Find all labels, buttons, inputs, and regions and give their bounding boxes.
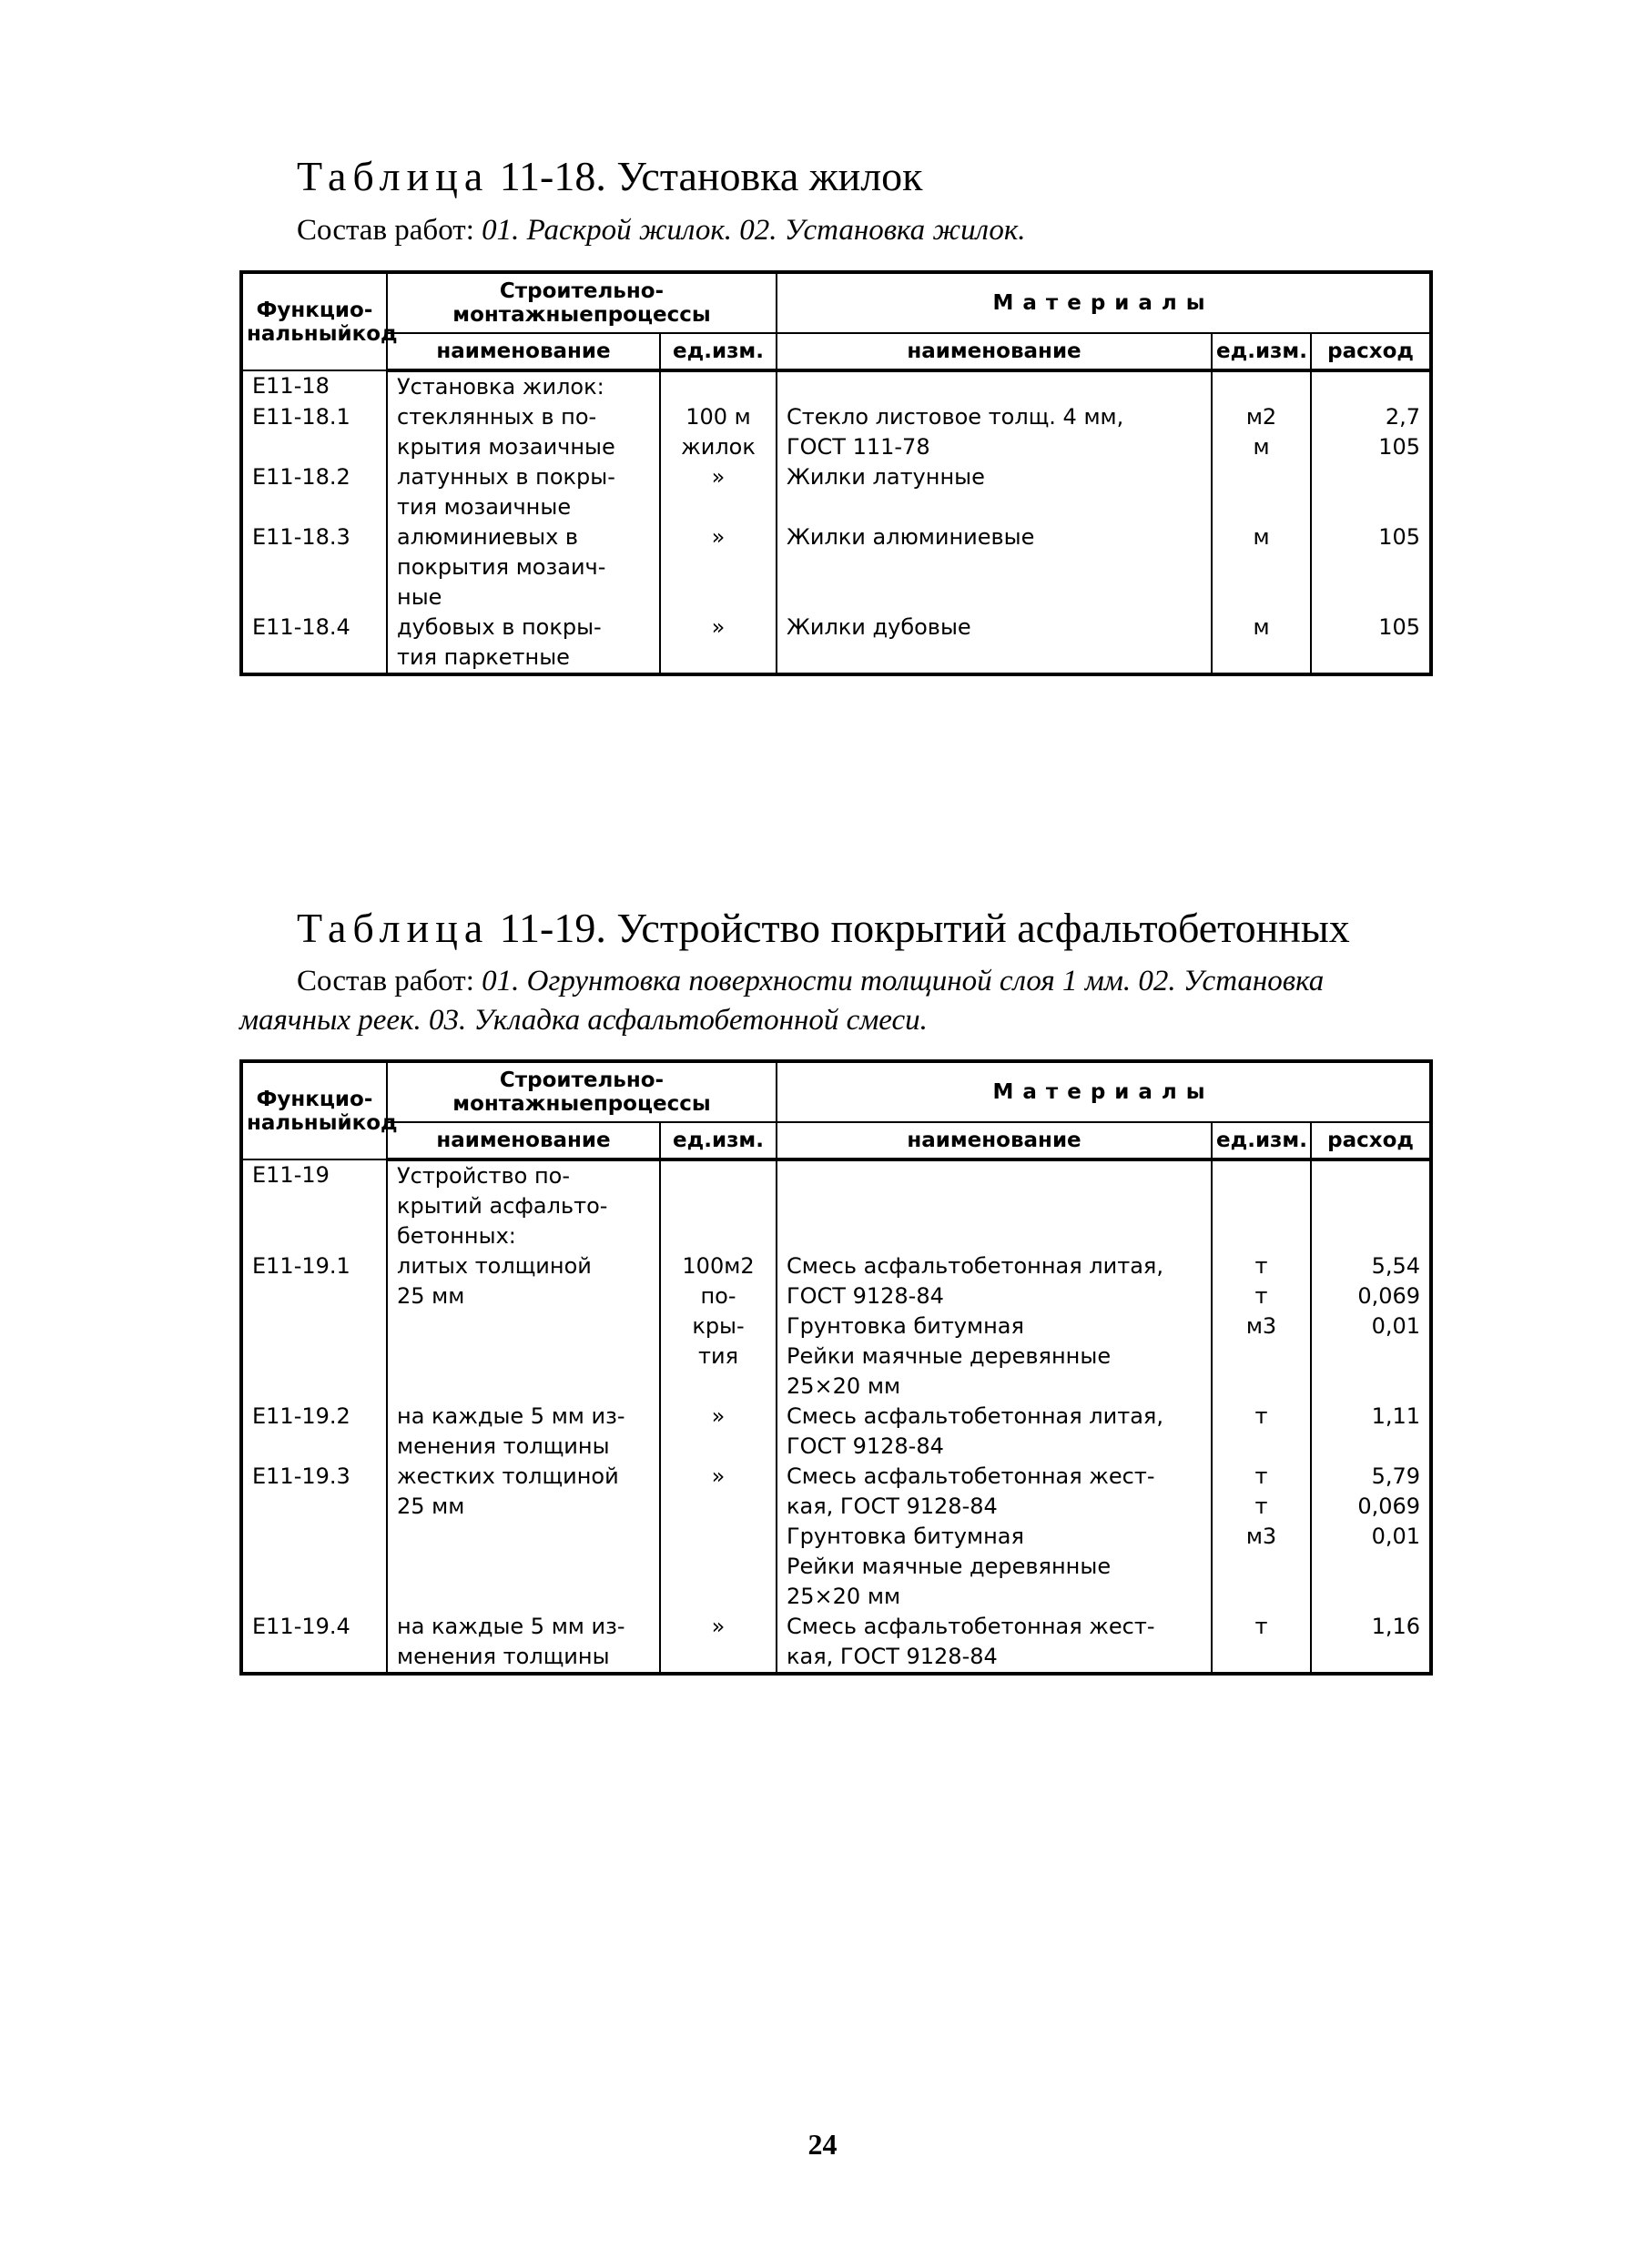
- cell-line: на каждые 5 мм из-: [397, 1614, 625, 1639]
- cell-line: Смесь асфальтобетонная жест-: [787, 1614, 1155, 1639]
- cell-line: Строительно-монтажные: [452, 279, 665, 327]
- cell-line: стеклянных в по-: [397, 404, 597, 430]
- cell-line: жестких толщиной: [397, 1463, 619, 1489]
- header-process-name: наименование: [387, 333, 660, 370]
- cell-line: Грунтовка битумная: [787, 1313, 1024, 1339]
- cell-line: кая, ГОСТ 9128-84: [787, 1644, 998, 1669]
- table-11-19-subtitle-line-1: [297, 960, 1324, 1002]
- header-code: [241, 1061, 398, 1159]
- cell-line: ед.: [673, 1129, 712, 1152]
- cell-line: 25×20 мм: [787, 1584, 901, 1609]
- cell-process-name: [387, 1612, 660, 1674]
- cell-process-name: [387, 1251, 660, 1402]
- cell-line: м: [1253, 614, 1270, 640]
- cell-line: м: [1253, 524, 1270, 550]
- header-processes: [387, 1061, 777, 1122]
- cell-line: тия: [698, 1343, 739, 1369]
- cell-material-unit: [1212, 462, 1311, 522]
- header-materials: Материалы: [777, 272, 1431, 333]
- header-material-rate: расход: [1311, 1122, 1431, 1159]
- cell-material-name: [777, 402, 1212, 462]
- cell-line: жилок: [681, 434, 756, 460]
- cell-material-rate: [1311, 613, 1431, 674]
- table-row: [241, 1402, 1431, 1462]
- cell-code: E11-18.4: [241, 613, 387, 674]
- cell-line: Рейки маячные деревянные: [787, 1554, 1112, 1579]
- header-process-name: наименование: [387, 1122, 660, 1159]
- cell-line: изм.: [1254, 1129, 1307, 1152]
- cell-process-unit: [660, 1251, 777, 1402]
- cell-line: 5,79: [1371, 1463, 1421, 1489]
- cell-line: »: [711, 524, 726, 550]
- cell-line: Смесь асфальтобетонная литая,: [787, 1253, 1163, 1279]
- cell-material-rate: [1311, 462, 1431, 522]
- header-process-unit: [660, 333, 777, 370]
- cell-code: E11-18.1: [241, 402, 387, 462]
- cell-process-unit: [660, 462, 777, 522]
- cell-material-name: [777, 1159, 1212, 1251]
- cell-code: E11-18.3: [241, 522, 387, 613]
- cell-line: менения толщины: [397, 1433, 610, 1459]
- cell-line: ед.: [673, 339, 712, 363]
- header-material-unit: [1212, 1122, 1311, 1159]
- cell-code: E11-19.4: [241, 1612, 387, 1674]
- cell-line: 0,01: [1371, 1524, 1421, 1549]
- cell-line: Устройство по-: [397, 1163, 570, 1189]
- cell-line: 105: [1378, 524, 1421, 550]
- cell-line: 25 мм: [397, 1493, 465, 1519]
- cell-line: Смесь асфальтобетонная литая,: [787, 1403, 1163, 1429]
- cell-line: 5,54: [1371, 1253, 1421, 1279]
- subtitle-text: 01. Огрунтовка поверхности толщиной слоя 1 мм. 02. Установка: [482, 965, 1325, 997]
- table-row: [241, 1612, 1431, 1674]
- cell-line: Жилки дубовые: [787, 614, 971, 640]
- table-caption-prefix: Таблица: [297, 153, 490, 199]
- cell-line: изм.: [711, 1129, 764, 1152]
- cell-material-name: [777, 522, 1212, 613]
- subtitle-label: Состав работ:: [297, 965, 474, 997]
- cell-line: 0,069: [1357, 1283, 1421, 1309]
- cell-line: Смесь асфальтобетонная жест-: [787, 1463, 1155, 1489]
- cell-process-name: [387, 462, 660, 522]
- cell-line: м: [1253, 434, 1270, 460]
- cell-process-unit: [660, 1402, 777, 1462]
- page-number: 24: [807, 2128, 838, 2161]
- cell-line: покрытия мозаич-: [397, 554, 606, 580]
- header-row: [241, 272, 1431, 333]
- cell-line: »: [711, 1403, 726, 1429]
- table-caption-title: Устройство покрытий асфальтобетонных: [616, 905, 1350, 951]
- cell-line: кры-: [692, 1313, 745, 1339]
- cell-material-name: [777, 1612, 1212, 1674]
- cell-line: Жилки алюминиевые: [787, 524, 1035, 550]
- cell-line: процессы: [593, 1092, 711, 1116]
- cell-line: Грунтовка битумная: [787, 1524, 1024, 1549]
- cell-process-unit: [660, 1159, 777, 1251]
- header-material-name: наименование: [777, 333, 1212, 370]
- subtitle-text: маячных реек. 03. Укладка асфальтобетонной смеси.: [239, 1004, 928, 1037]
- header-materials: Материалы: [777, 1061, 1431, 1122]
- cell-line: Строительно-монтажные: [452, 1068, 665, 1116]
- cell-line: Рейки маячные деревянные: [787, 1343, 1112, 1369]
- cell-line: дубовых в покры-: [397, 614, 602, 640]
- cell-material-name: [777, 1462, 1212, 1612]
- cell-process-unit: [660, 370, 777, 402]
- cell-line: литых толщиной: [397, 1253, 592, 1279]
- cell-line: нальный: [247, 321, 352, 346]
- cell-line: крытия мозаичные: [397, 434, 615, 460]
- cell-material-unit: [1212, 1402, 1311, 1462]
- cell-line: ные: [397, 584, 442, 610]
- cell-line: »: [711, 614, 726, 640]
- cell-line: т: [1254, 1493, 1268, 1519]
- cell-material-rate: [1311, 1462, 1431, 1612]
- cell-material-unit: [1212, 1612, 1311, 1674]
- table-caption-number: 11-19.: [499, 905, 606, 951]
- header-material-name: наименование: [777, 1122, 1212, 1159]
- header-material-rate: расход: [1311, 333, 1431, 370]
- cell-line: тия мозаичные: [397, 494, 572, 520]
- cell-line: т: [1254, 1463, 1268, 1489]
- cell-process-name: [387, 1402, 660, 1462]
- cell-line: 1,11: [1371, 1403, 1421, 1429]
- cell-process-unit: [660, 402, 777, 462]
- cell-line: 100м2: [682, 1253, 755, 1279]
- cell-line: т: [1254, 1403, 1268, 1429]
- cell-material-name: [777, 370, 1212, 402]
- cell-line: ГОСТ 9128-84: [787, 1283, 944, 1309]
- cell-code: E11-19.3: [241, 1462, 387, 1612]
- cell-line: алюминиевых в: [397, 524, 579, 550]
- cell-line: код: [351, 1110, 398, 1135]
- header-process-unit: [660, 1122, 777, 1159]
- cell-line: »: [711, 464, 726, 490]
- header-processes: [387, 272, 777, 333]
- cell-process-name: [387, 613, 660, 674]
- table-caption-number: 11-18.: [499, 153, 606, 199]
- cell-line: 0,069: [1357, 1493, 1421, 1519]
- cell-process-unit: [660, 1612, 777, 1674]
- header-material-unit: [1212, 333, 1311, 370]
- cell-line: м3: [1245, 1313, 1277, 1339]
- cell-line: 2,7: [1385, 404, 1421, 430]
- cell-line: Функцио-: [256, 1087, 373, 1111]
- cell-process-name: [387, 522, 660, 613]
- table-11-19-subtitle-line-2: [239, 999, 928, 1041]
- header-code: [241, 272, 398, 370]
- cell-line: менения толщины: [397, 1644, 610, 1669]
- cell-material-rate: [1311, 1251, 1431, 1402]
- cell-line: т: [1254, 1614, 1268, 1639]
- cell-line: Функцио-: [256, 298, 373, 322]
- header-row: [241, 1061, 1431, 1122]
- subtitle-text: 01. Раскрой жилок. 02. Установка жилок.: [482, 214, 1026, 247]
- cell-code: E11-19: [241, 1159, 387, 1251]
- cell-material-name: [777, 462, 1212, 522]
- cell-line: ед.: [1216, 339, 1255, 363]
- table-11-18: [239, 270, 1433, 676]
- cell-line: ГОСТ 9128-84: [787, 1433, 944, 1459]
- cell-code: E11-18.2: [241, 462, 387, 522]
- cell-process-unit: [660, 613, 777, 674]
- table-11-18-title: [297, 151, 923, 202]
- header-row: [241, 1122, 1431, 1159]
- cell-process-unit: [660, 1462, 777, 1612]
- cell-line: бетонных:: [397, 1223, 516, 1249]
- cell-line: кая, ГОСТ 9128-84: [787, 1493, 998, 1519]
- cell-line: м2: [1245, 404, 1277, 430]
- cell-material-rate: [1311, 1612, 1431, 1674]
- cell-code: E11-18: [241, 370, 387, 402]
- cell-material-unit: [1212, 370, 1311, 402]
- table-row: [241, 522, 1431, 613]
- cell-line: 100 м: [685, 404, 751, 430]
- cell-line: 1,16: [1371, 1614, 1421, 1639]
- cell-line: процессы: [593, 303, 711, 327]
- cell-line: т: [1254, 1253, 1268, 1279]
- cell-material-rate: [1311, 522, 1431, 613]
- cell-code: E11-19.1: [241, 1251, 387, 1402]
- table-caption-prefix: Таблица: [297, 905, 490, 951]
- cell-line: латунных в покры-: [397, 464, 615, 490]
- cell-line: Жилки латунные: [787, 464, 985, 490]
- cell-line: »: [711, 1614, 726, 1639]
- table-11-18-subtitle: [297, 209, 1026, 251]
- cell-material-unit: [1212, 402, 1311, 462]
- cell-line: на каждые 5 мм из-: [397, 1403, 625, 1429]
- cell-material-name: [777, 1251, 1212, 1402]
- table-row: [241, 1462, 1431, 1612]
- cell-line: изм.: [711, 339, 764, 363]
- cell-material-unit: [1212, 522, 1311, 613]
- cell-line: Установка жилок:: [397, 374, 604, 400]
- table-row: [241, 462, 1431, 522]
- table-row: [241, 402, 1431, 462]
- table-row: [241, 1251, 1431, 1402]
- cell-material-unit: [1212, 613, 1311, 674]
- cell-line: »: [711, 1463, 726, 1489]
- cell-line: ед.: [1216, 1129, 1255, 1152]
- cell-process-name: [387, 1462, 660, 1612]
- header-row: [241, 333, 1431, 370]
- cell-line: Стекло листовое толщ. 4 мм,: [787, 404, 1124, 430]
- cell-material-name: [777, 613, 1212, 674]
- cell-process-name: [387, 402, 660, 462]
- cell-material-name: [777, 1402, 1212, 1462]
- table-caption-title: Установка жилок: [616, 153, 923, 199]
- cell-process-unit: [660, 522, 777, 613]
- cell-line: тия паркетные: [397, 644, 570, 670]
- cell-line: 25×20 мм: [787, 1373, 901, 1399]
- table-row: [241, 1159, 1431, 1251]
- cell-line: по-: [700, 1283, 736, 1309]
- table-row: [241, 613, 1431, 674]
- cell-process-name: [387, 1159, 660, 1251]
- cell-line: 105: [1378, 614, 1421, 640]
- cell-line: 25 мм: [397, 1283, 465, 1309]
- cell-line: 0,01: [1371, 1313, 1421, 1339]
- cell-material-rate: [1311, 1159, 1431, 1251]
- cell-line: крытий асфальто-: [397, 1193, 608, 1219]
- table-row: [241, 370, 1431, 402]
- cell-material-rate: [1311, 1402, 1431, 1462]
- cell-material-unit: [1212, 1462, 1311, 1612]
- subtitle-label: Состав работ:: [297, 214, 474, 247]
- cell-line: м3: [1245, 1524, 1277, 1549]
- cell-process-name: [387, 370, 660, 402]
- cell-line: ГОСТ 111-78: [787, 434, 930, 460]
- cell-material-unit: [1212, 1159, 1311, 1251]
- cell-material-rate: [1311, 402, 1431, 462]
- cell-line: код: [351, 321, 398, 346]
- table-11-19: [239, 1059, 1433, 1676]
- cell-material-rate: [1311, 370, 1431, 402]
- cell-material-unit: [1212, 1251, 1311, 1402]
- cell-line: изм.: [1254, 339, 1307, 363]
- cell-line: нальный: [247, 1110, 352, 1135]
- cell-code: E11-19.2: [241, 1402, 387, 1462]
- cell-line: 105: [1378, 434, 1421, 460]
- table-11-19-title: [297, 903, 1350, 954]
- cell-line: т: [1254, 1283, 1268, 1309]
